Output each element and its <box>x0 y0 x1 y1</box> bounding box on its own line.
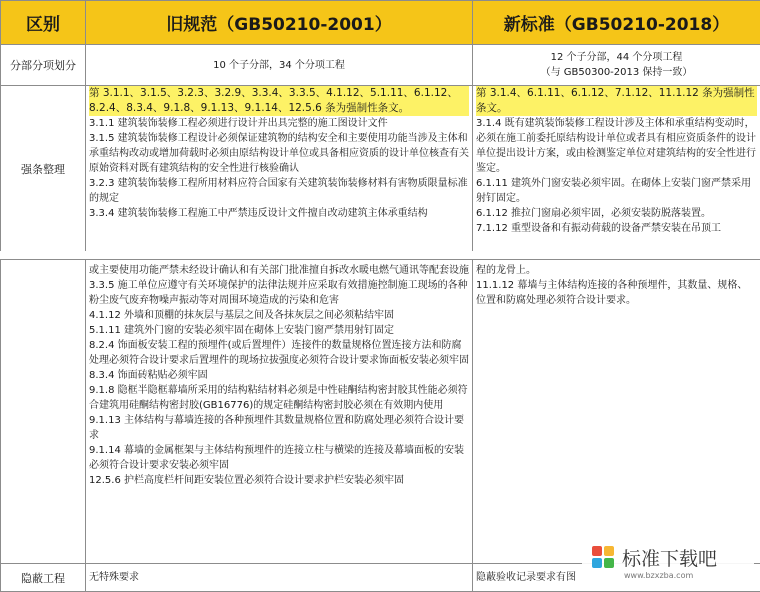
header-col-new-standard: 新标准（GB50210-2018） <box>473 1 760 45</box>
clause-item: 11.1.12 幕墙与主体结构连接的各种预埋件，其数量、规格、位置和防腐处理必须符合设计要求。 <box>476 280 748 306</box>
hidden-works-new: 隐蔽验收记录要求有图 <box>473 564 760 592</box>
clause-item: 4.1.12 外墙和顶棚的抹灰层与基层之间及各抹灰层之间必须粘结牢固 <box>89 310 394 321</box>
clause-item: 9.1.8 隐框半隐框幕墙所采用的结构粘结材料必须是中性硅酮结构密封胶其性能必须符合建筑用硅酮结构密封胶(GB16776)的规定硅酮结构密封胶必须在有效期内使用 <box>89 385 468 411</box>
row-label-hidden-works: 隐蔽工程 <box>1 564 86 592</box>
clause-item: 8.2.4 饰面板安装工程的预埋件(或后置埋件）连接件的数量规格位置连接方法和防腐处理必须符合设计要求后置埋件的现场拉拔强度必须符合设计要求饰面板安装必须牢固 <box>89 340 469 366</box>
page-break-gap <box>0 251 760 259</box>
clause-item: 或主要使用功能严禁未经设计确认和有关部门批准擅自拆改水暖电燃气通讯等配套设施 <box>89 265 469 276</box>
clause-item: 12.5.6 护栏高度栏杆间距安装位置必须符合设计要求护栏安装必须牢固 <box>89 475 404 486</box>
clause-item: 6.1.11 建筑外门窗安装必须牢固。在砌体上安装门窗严禁采用射钉固定。 <box>476 178 751 204</box>
clause-item: 8.3.4 饰面砖粘贴必须牢固 <box>89 370 208 381</box>
mandatory-old-highlight: 第 3.1.1、3.1.5、3.2.3、3.2.9、3.3.4、3.3.5、4.1.12、5.1.11、6.1.12、8.2.4、8.3.4、9.1.8、9.1.13、9.1.14、12.5.6 条为强制性条文。 <box>89 86 469 116</box>
comparison-table-top <box>0 0 760 253</box>
clause-item: 3.1.4 既有建筑装饰装修工程设计涉及主体和承重结构变动时，必须在施工前委托原结构设计单位或者具有相应资质条件的设计单位提出设计方案，或由检测鉴定单位对建筑结构的安全性进行鉴定。 <box>476 118 756 174</box>
header-col-difference: 区别 <box>1 1 86 45</box>
row-continued <box>1 260 760 564</box>
clause-item: 5.1.11 建筑外门窗的安装必须牢固在砌体上安装门窗严禁用射钉固定 <box>89 325 394 336</box>
header-row <box>1 1 760 45</box>
clause-item: 3.2.3 建筑装饰装修工程所用材料应符合国家有关建筑装饰装修材料有害物质限量标准的规定 <box>89 178 468 204</box>
watermark-brand: 标准下载吧 <box>622 548 718 570</box>
row-label-mandatory: 强条整理 <box>1 86 86 253</box>
clause-item: 3.3.5 施工单位应遵守有关环境保护的法律法规并应采取有效措施控制施工现场的各种粉尘废气废弃物噪声振动等对周围环境造成的污染和危害 <box>89 280 468 306</box>
division-new-line2: （与 GB50300-2013 保持一致） <box>540 67 693 78</box>
clause-item: 9.1.14 幕墙的金属框架与主体结构预埋件的连接立柱与横梁的连接及幕墙面板的安装必须符合设计要求安装必须牢固 <box>89 445 464 471</box>
row-mandatory <box>1 86 760 253</box>
watermark-logo <box>582 540 754 590</box>
division-new-line1: 12 个子分部，44 个分项工程 <box>550 52 683 63</box>
clause-item: 6.1.12 推拉门窗扇必须牢固，必须安装防脱落装置。 <box>476 208 711 219</box>
row-label-division: 分部分项划分 <box>1 45 86 86</box>
hidden-works-old: 无特殊要求 <box>86 564 473 592</box>
row-division <box>1 45 760 86</box>
clause-item: 程的龙骨上。 <box>476 265 536 276</box>
continued-new <box>473 260 760 564</box>
division-new <box>473 45 760 86</box>
clause-item: 3.3.4 建筑装饰装修工程施工中严禁违反设计文件擅自改动建筑主体承重结构 <box>89 208 428 219</box>
continued-old <box>86 260 473 564</box>
mandatory-new-highlight: 第 3.1.4、6.1.11、6.1.12、7.1.12、11.1.12 条为强制性条文。 <box>476 86 757 116</box>
header-col-old-code: 旧规范（GB50210-2001） <box>86 1 473 45</box>
clause-item: 3.1.1 建筑装饰装修工程必须进行设计并出具完整的施工图设计文件 <box>89 118 388 129</box>
mandatory-new <box>473 86 760 253</box>
clause-item: 9.1.13 主体结构与幕墙连接的各种预埋件其数量规格位置和防腐处理必须符合设计要求 <box>89 415 464 441</box>
division-old: 10 个子分部，34 个分项工程 <box>86 45 473 86</box>
mandatory-old <box>86 86 473 253</box>
logo-mark-icon <box>592 546 614 568</box>
clause-item: 3.1.5 建筑装饰装修工程设计必须保证建筑物的结构安全和主要使用功能当涉及主体和承重结构改动或增加荷载时必须由原结构设计单位或具备相应资质的设计单位核查有关原始资料对既有建筑结构的安全性进行核验确认 <box>89 133 469 174</box>
continued-label-empty <box>1 260 86 564</box>
watermark-url: www.bzxzba.com <box>624 571 694 580</box>
clause-item: 7.1.12 重型设备和有振动荷载的设备严禁安装在吊顶工 <box>476 223 721 234</box>
